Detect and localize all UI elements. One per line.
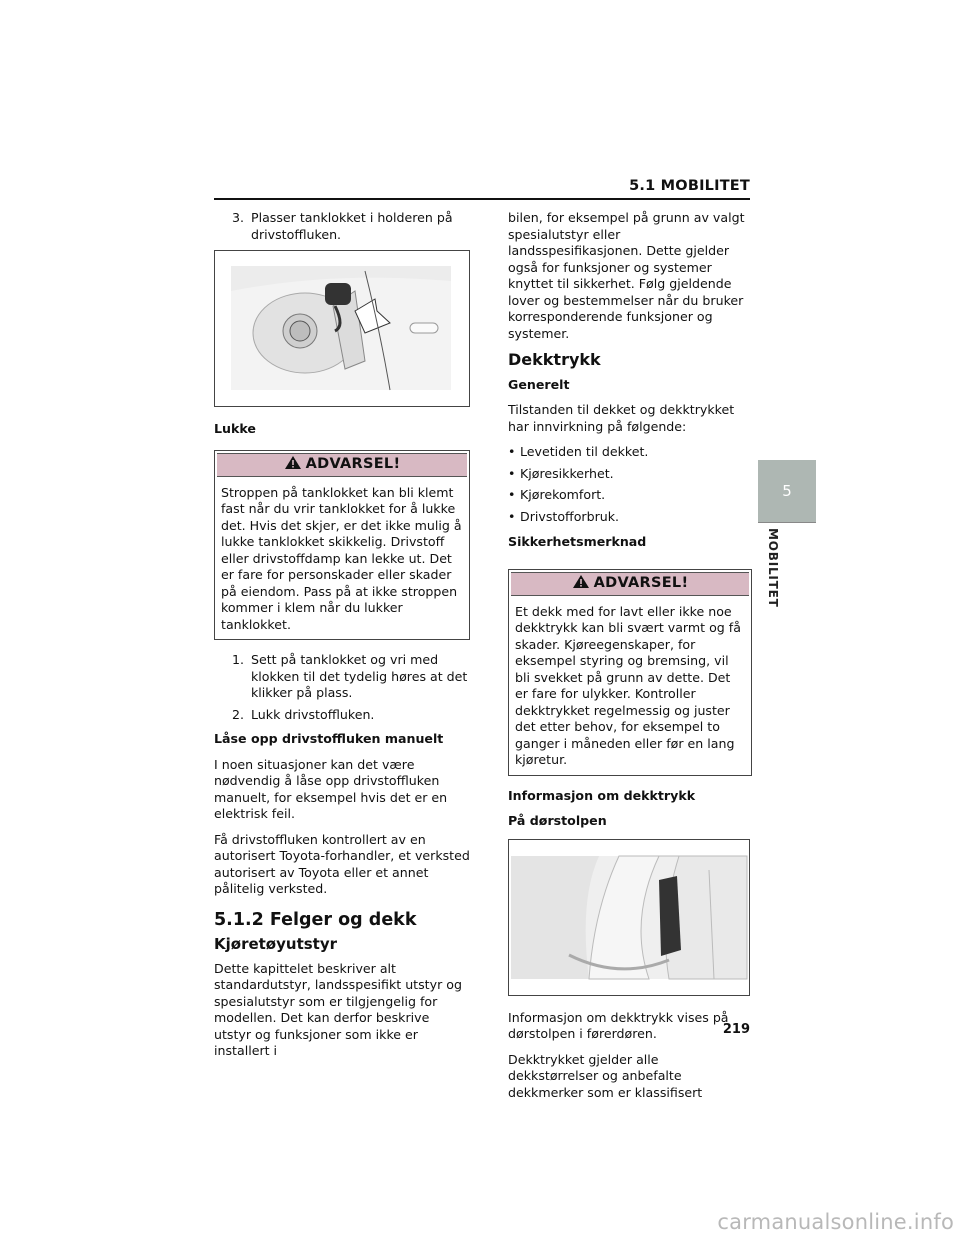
general-paragraph: Tilstanden til dekket og dekktrykket har innvirkning på følgende: bbox=[508, 402, 735, 434]
close-step-2 bbox=[214, 707, 470, 724]
door-pillar-figure bbox=[508, 839, 750, 996]
left-column bbox=[214, 210, 470, 1069]
list-item: • Levetiden til dekket. bbox=[508, 444, 649, 459]
continued-paragraph: bilen, for eksempel på grunn av valgt spesialutstyr eller landsspesifikasjonen. Dette gjelder også for funksjoner og systemer knyttet til sikkerhet. Følg gjeldende lover og bestemmelser når du bruker korresponderende funksjoner og systemer. bbox=[508, 210, 745, 341]
warning-triangle-icon bbox=[572, 574, 590, 594]
door-pillar-illustration bbox=[509, 840, 749, 995]
unlock-paragraph-1: I noen situasjoner kan det være nødvendig å låse opp drivstoffluken manuelt, for eksempel hvis det er en elektrisk feil. bbox=[214, 756, 448, 821]
close-step-1 bbox=[214, 652, 470, 702]
warning-triangle-icon bbox=[284, 455, 302, 475]
warning-text: Et dekk med for lavt eller ikke noe dekktrykk kan bli svært varmt og få skader. Kjøreegenskaper, for eksempel styring og bremsing, vil bli svekket på grunn av dette. Det er fare for ulykker. Kontroller dekktrykket regelmessig og juster det etter behov, for eksempel to ganger i måneden eller før en lang kjøretur. bbox=[515, 603, 741, 767]
equipment-heading: Kjøretøyutstyr bbox=[214, 935, 338, 953]
step-text: Lukk drivstoffluken. bbox=[251, 706, 375, 722]
page-number: 219 bbox=[722, 1022, 750, 1037]
warning-box-tire bbox=[508, 569, 752, 776]
tire-pressure-heading: Dekktrykk bbox=[508, 350, 601, 369]
safety-heading: Sikkerhetsmerknad bbox=[508, 534, 647, 549]
chapter-tab-rule bbox=[758, 522, 816, 523]
tire-info-paragraph-1: Informasjon om dekktrykk vises på dørstolpen i førerdøren. bbox=[508, 1009, 729, 1041]
step-text: Plasser tanklokket i holderen på drivstoffluken. bbox=[251, 210, 453, 242]
step-number: 2. bbox=[232, 706, 245, 722]
tire-info-heading: Informasjon om dekktrykk bbox=[508, 787, 696, 803]
warning-header bbox=[217, 453, 467, 477]
step-number: 3. bbox=[232, 210, 245, 225]
warning-header bbox=[511, 572, 749, 596]
bullet-icon: • bbox=[508, 508, 516, 524]
section-header: 5.1 MOBILITET bbox=[629, 178, 750, 194]
unlock-heading: Låse opp drivstoffluken manuelt bbox=[214, 731, 444, 746]
header-rule bbox=[214, 198, 750, 200]
close-heading: Lukke bbox=[214, 421, 256, 436]
step-text: Sett på tanklokket og vri med klokken til det tydelig høres at det klikker på plass. bbox=[251, 652, 468, 700]
general-heading: Generelt bbox=[508, 376, 570, 392]
warning-title: ADVARSEL! bbox=[305, 456, 401, 473]
step-3 bbox=[214, 210, 470, 243]
chapter-tab: 5 bbox=[758, 460, 816, 522]
bullet-icon: • bbox=[508, 444, 516, 459]
section-heading: 5.1.2 Felger og dekk bbox=[214, 909, 417, 930]
list-item: • Drivstofforbruk. bbox=[508, 508, 620, 524]
list-item: • Kjørekomfort. bbox=[508, 487, 606, 502]
watermark: carmanualsonline.info bbox=[717, 1210, 954, 1234]
bullet-icon: • bbox=[508, 465, 516, 481]
bullet-icon: • bbox=[508, 487, 516, 502]
chapter-label: MOBILITET bbox=[766, 528, 780, 608]
tire-info-paragraph-2: Dekktrykket gjelder alle dekkstørrelser og anbefalte dekkmerker som er klassifisert bbox=[508, 1051, 703, 1100]
fuel-cap-illustration bbox=[215, 251, 469, 406]
equipment-paragraph: Dette kapittelet beskriver alt standardutstyr, landsspesifikt utstyr og spesialutstyr som er tilgjengelig for modellen. Det kan derfor beskrive utstyr og funksjoner som ikke er installert i bbox=[214, 960, 462, 1058]
unlock-paragraph-2: Få drivstoffluken kontrollert av en autorisert Toyota-forhandler, et verksted autorisert av Toyota eller et annet pålitelig verksted. bbox=[214, 831, 470, 896]
warning-text: Stroppen på tanklokket kan bli klemt fast når du vrir tanklokket for å lukke det. Hvis det skjer, er det ikke mulig å lukke tanklokket skikkelig. Drivstoff eller drivstoffdamp kan lekke ut. Det er fare for personskader eller skader på eiendom. Pass på at ikke stroppen kommer i klem når du lukker tanklokket. bbox=[221, 484, 462, 632]
right-column bbox=[508, 210, 752, 1110]
warning-title: ADVARSEL! bbox=[593, 575, 689, 592]
door-pillar-heading: På dørstolpen bbox=[508, 813, 607, 828]
warning-box-fuel-cap bbox=[214, 450, 470, 641]
fuel-cap-figure bbox=[214, 250, 470, 407]
list-item: • Kjøresikkerhet. bbox=[508, 465, 614, 481]
step-number: 1. bbox=[232, 652, 245, 667]
